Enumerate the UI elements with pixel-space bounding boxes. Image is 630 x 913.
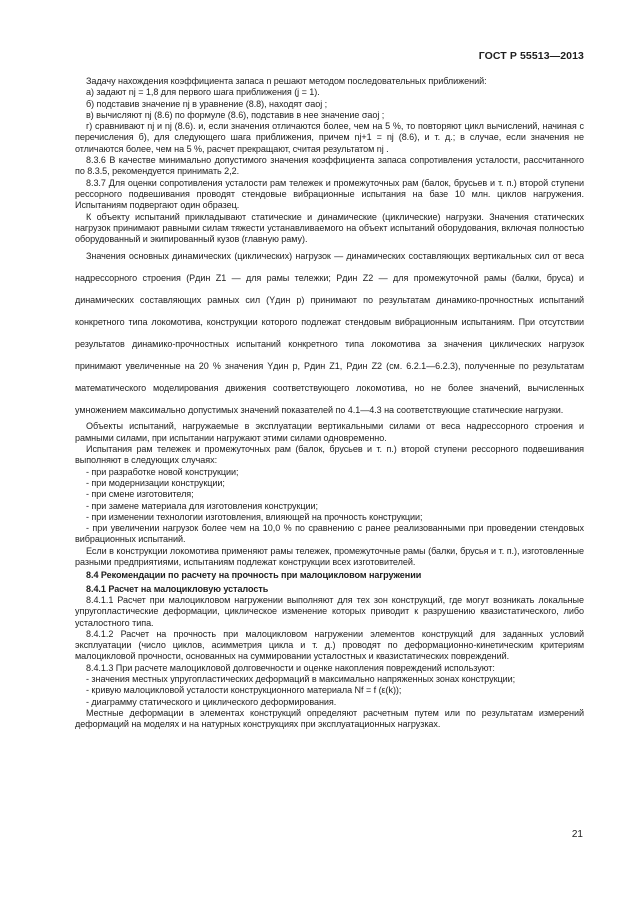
list-item: б) подставив значение nj в уравнение (8.8), находят σaoj ; xyxy=(86,98,328,109)
section-heading: 8.4 Рекомендации по расчету на прочность при малоцикловом нагружении xyxy=(86,570,422,581)
list-item: - диаграмму статического и циклического деформирования. xyxy=(86,696,337,707)
paragraph: 8.3.7 Для оценки сопротивления усталости рам тележек и промежуточных рам (балок, брусьев и т. п.) второй ступени рессорного подвешивания проводят стендовые вибрационные испытания на базе 10 млн. циклов нагружения. Испытаниям подвергают один образец. xyxy=(75,177,584,211)
paragraph: Объекты испытаний, нагружаемые в эксплуатации вертикальными силами от веса надрессорного строения и рамными силами, при испытании нагружают этими силами одновременно. xyxy=(75,421,584,443)
paragraph: Если в конструкции локомотива применяют рамы тележек, промежуточные рамы (балки, брусья и т. п.), изготовленные разными предприятиями, испытаниям подлежат конструкции всех изготовителей. xyxy=(75,545,584,568)
paragraph: Задачу нахождения коэффициента запаса n решают методом последовательных приближений: xyxy=(86,76,487,86)
standard-header: ГОСТ Р 55513—2013 xyxy=(478,50,584,62)
list-item: - кривую малоцикловой усталости конструкционного материала Nf = f (ε(k)); xyxy=(86,685,402,696)
list-item: - при разработке новой конструкции; xyxy=(86,466,239,477)
paragraph: Испытания рам тележек и промежуточных рам (балок, брусьев и т. п.) второй ступени рессорного подвешивания выполняют в следующих случаях: xyxy=(75,444,584,466)
page-content xyxy=(75,76,584,730)
list-item: г) сравнивают nj и nj (8.6). и, если значения отличаются более, чем на 5 %, то повторяют цикл вычислений, начиная с перечисления б), для следующего шага приближения, причем nj+1 = nj (8.6), и т. д.; в случае, если значения не отличаются более, чем на 5 %, расчет прекращают, считая результатом nj . xyxy=(75,121,584,154)
list-item: - при увеличении нагрузок более чем на 10,0 % по сравнению с ранее реализованными при проведении стендовых вибрационных испытаний. xyxy=(75,523,584,545)
paragraph: 8.4.1.2 Расчет на прочность при малоцикловом нагружении элементов конструкций для заданных условий эксплуатации (число циклов, асимметрия цикла и т. д.) проводят по деформационно-кинетическим критериям малоцикловой прочности, основанных на суммировании усталостных и квазистатических повреждений. xyxy=(75,628,584,662)
list-item: - при смене изготовителя; xyxy=(86,489,194,500)
list-item: - при замене материала для изготовления конструкции; xyxy=(86,500,318,511)
paragraph: Местные деформации в элементах конструкций определяют расчетным путем или по результатам измерений деформаций на моделях и на натурных конструкциях при эксплуатационных нагрузках. xyxy=(75,707,584,730)
paragraph: Значения основных динамических (циклических) нагрузок — динамических составляющих вертикальных сил от веса надрессорного строения (Pдин Z1 — для рамы тележки; Pдин Z2 — для промежуточной рамы (балки, бруса) и динамических составляющих рамных сил (Yдин р) принимают по результатам динамико-прочностных испытаний конкретного типа локомотива, конструкции которого подлежат стендовым вибрационным испытаниям. При отсутствии результатов динамико-прочностных испытаний конкретного типа локомотива за значения циклических нагрузок принимают увеличенные на 20 % значения Yдин р, Pдин Z1, Pдин Z2 (см. 6.2.1—6.2.3), полученные по результатам математического моделирования движения соответствующего локомотива, но не более значений, вычисленных умножением максимально допустимых значений показателей по 4.1—4.3 на соответствующие статические нагрузки. xyxy=(75,251,584,416)
list-item: - при модернизации конструкции; xyxy=(86,477,225,488)
list-item: - при изменении технологии изготовления, влияющей на прочность конструкции; xyxy=(86,511,423,522)
list-item: - значения местных упругопластических деформаций в максимально напряженных зонах конструкции; xyxy=(86,673,516,684)
paragraph: 8.3.6 В качестве минимально допустимого значения коэффициента запаса сопротивления усталости, рассчитанного по 8.3.5, рекомендуется принимать 2,2. xyxy=(75,155,584,177)
page-number: 21 xyxy=(571,829,583,840)
list-item: а) задают nj = 1,8 для первого шага приближения (j = 1). xyxy=(86,87,320,98)
paragraph: 8.4.1.1 Расчет при малоцикловом нагружении выполняют для тех зон конструкций, где могут возникать локальные упругопластические деформации, циклическое изменение которых приводит к разрушению квазистатического, либо усталостного типа. xyxy=(75,594,584,628)
subsection-heading: 8.4.1 Расчет на малоцикловую усталость xyxy=(86,583,269,594)
paragraph: К объекту испытаний прикладывают статические и динамические (циклические) нагрузки. Значения статических нагрузок принимают равными силам тяжести устанавливаемого на объект испытаний оборудования, включая полностью оборудованный и экипированный кузов (главную раму). xyxy=(75,211,584,245)
paragraph: 8.4.1.3 При расчете малоцикловой долговечности и оценке накопления повреждений используют: xyxy=(86,662,495,673)
list-item: в) вычисляют nj (8.6) по формуле (8.6), подставив в нее значение σaoj ; xyxy=(86,109,385,120)
